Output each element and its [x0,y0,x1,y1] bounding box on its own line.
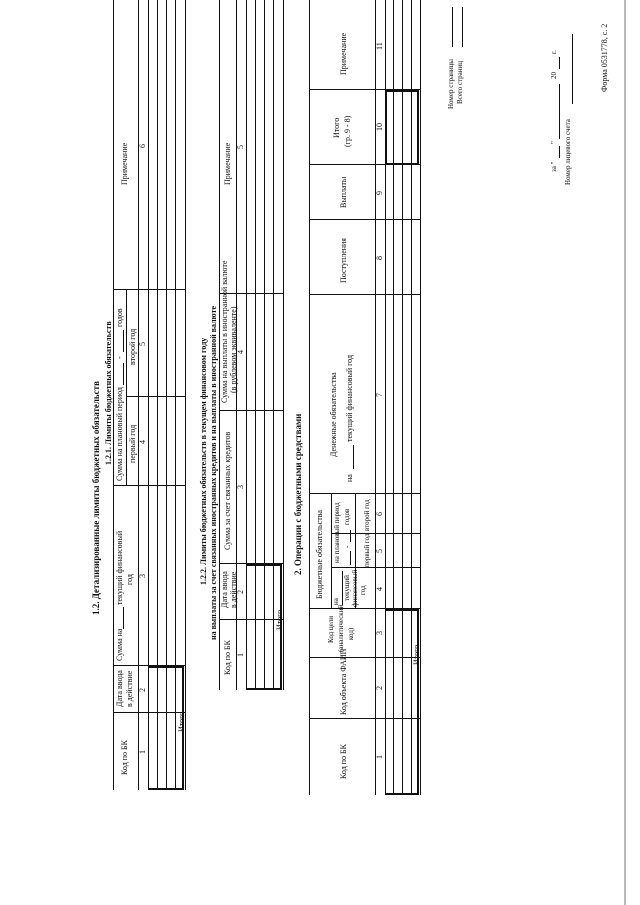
col-num-5-3: 5 [375,549,384,553]
date-quote: " [550,141,558,144]
section-1-2-1-subtitle: 1.2.1. Лимиты бюджетных обязательств [104,321,113,465]
col-current-1: Сумма на [115,628,124,661]
col-num-1-2: 1 [236,653,245,657]
section-1-2-2-title-2: на выплаты за счет связанных иностранных кредитов и на выплаты в иностранной валюте [209,305,218,640]
col-on: на [332,598,340,605]
col-num-5-2: 5 [236,145,245,149]
date-year-prefix: 20 [550,72,558,79]
col-second-year-s2: второй год [363,499,371,531]
total-pages-label: Всего страниц [456,60,464,104]
scan-edge-line [624,0,626,905]
section-2-title: 2. Операции с бюджетными средствами [293,413,303,575]
col-plan-dash-s2: - [343,545,351,548]
total-pages-line [462,7,463,47]
page-number-line [452,7,453,47]
col-num-2-3: 2 [375,686,384,690]
col-income: Поступления [339,238,348,283]
total-label-2: Итого [275,609,284,630]
col-code-bk-3: Код по БК [339,744,348,779]
col-sum-foreign-2: (в рублевом эквиваленте) [229,306,238,393]
col-num-1-3: 1 [375,755,384,759]
col-total-2: (гр. 9 - 8) [343,115,352,147]
account-number-line [572,34,573,104]
date-month-line [559,84,560,139]
col-num-4: 4 [138,440,147,444]
col-faip: Код объекта ФАИП [339,648,348,715]
col-date-1-2: Дата ввода [220,571,229,608]
col-first-year-s2: первый год [363,533,371,567]
col-num-8-3: 8 [375,256,384,260]
col-sum-foreign-1: Сумма на выплаты в иностранной валюте [220,260,229,403]
page-number-label: Номер страницы [447,58,455,109]
col-num-1: 1 [138,750,147,754]
col-note-2: Примечание [223,142,232,185]
col-num-2-2: 2 [236,590,245,594]
col-payments: Выплаты [339,176,348,208]
col-num-3-3: 3 [375,631,384,635]
col-goal-3: код) [347,627,355,640]
col-plan-dash: - [115,356,124,359]
col-money-1: Денежные обязательства [329,372,338,457]
col-current-s2-2: финансовый [351,569,359,607]
col-note-3: Примечание [339,32,348,75]
col-num-6: 6 [138,144,147,148]
col-num-4-2: 4 [236,350,245,354]
date-prefix: за " [550,161,558,172]
col-date-1: Дата ввода [115,670,124,707]
col-current-s2-3: год [359,585,367,595]
account-number-label: Номер лицевого счета [564,119,572,185]
col-plan-years: годов [115,308,124,327]
col-money-on: на [345,474,354,482]
total-label: Итого [177,711,186,732]
col-goal-2: (аналитический [337,604,345,652]
col-note: Примечание [120,142,129,185]
col-current-3: год [125,574,134,585]
form-number: Форма 0531778, с. 2 [600,23,609,92]
col-num-2: 2 [138,688,147,692]
col-num-9-3: 9 [375,191,384,195]
col-first-year: первый год [128,424,137,463]
col-num-5: 5 [138,342,147,346]
col-num-3: 3 [138,574,147,578]
col-num-7-3: 7 [375,393,384,397]
col-num-10-3: 10 [375,123,384,131]
col-date-2: в действие [125,670,134,707]
col-money-2: текущий финансовый год [345,354,354,442]
col-num-4-3: 4 [375,587,384,591]
col-goal-1: Код цели [327,615,335,643]
date-year-line [559,57,560,69]
col-plan-years-s2: годов [343,508,351,525]
col-num-6-3: 6 [375,512,384,516]
col-budget-obl: Бюджетные обязательства [315,510,324,599]
col-second-year: второй год [128,328,137,365]
total-label-3: Итого [412,644,421,665]
col-total-1: Итого [332,117,341,138]
col-plan-on: на плановый период [333,502,341,563]
col-num-11-3: 11 [375,42,384,50]
col-code-bk: Код по БК [120,740,129,775]
date-suffix: г. [550,50,558,54]
col-current-2: текущий финансовый [115,530,124,605]
section-1-2-2-title-1: 1.2.2. Лимиты бюджетных обязательств в текущем финансовом году [199,337,208,585]
col-sum-credits: Сумма за счет связанных кредитов [223,431,232,550]
date-day-line [559,146,560,158]
col-plan: Сумма на плановый период [115,387,124,481]
col-current-s2-1: текущий [343,575,351,601]
col-date-2-2: в действие [229,571,238,608]
col-num-3-2: 3 [236,485,245,489]
section-1-2-title: 1.2. Детализированные лимиты бюджетных обязательств [91,381,101,615]
col-code-bk-2: Код по БК [223,640,232,675]
